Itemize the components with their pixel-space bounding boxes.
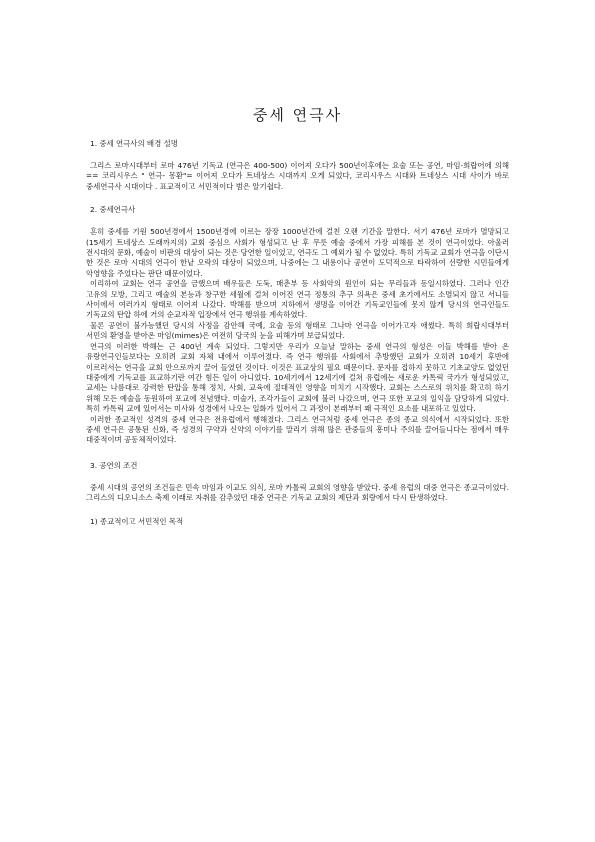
paragraph: 이러한 종교적인 성격의 중세 연극은 전유럽에서 행해졌다. 그리스 연극처럼 중세 연극은 종의 종교 의식에서 시작되었다. 또한 중세 연극은 공통된 신화, 즉 성경의 구약과 신약의 이야기를 말리기 위해 많은 관중들의 흥미나 주의를 끌어들니다는 점에서 매우 대중적이며 공동체적이었다. (86, 414, 509, 445)
section-background (86, 138, 509, 192)
paragraph: 흔히 중세를 기원 500년경에서 1500년경에 이르는 장장 1000년간에 걸친 오랜 기간을 말한다. 서기 476년 로마가 멸망되고 (15세기 트네상스 도래까지의) 교회 중심으 사회가 형성되고 난 후 무릇 예술 중에서 가장 피해를 본 것이 연극이었다. 아울러 전시대의 문화, 예술이 비판의 대상이 되는 것은 당연한 일이었고, 연극도 그 예외가 될 수 없었다. 특히 기독교 교회가 연극을 이단시 한 것은 로마 시대의 연극이 한낱 오락의 대상이 되었으며, 나중에는 그 내용이나 공연이 도덕적으로 타락하여 선량한 시민들에게 악영향을 주었다는 판단 때문이었다. (86, 227, 509, 278)
paragraph: 중세 시대의 공연의 조건들은 민속 마임과 이교도 의식, 로마 카톨릭 교회의 영향을 받았다. 중세 유럽의 대중 연극은 종교극이었다. 그리스의 디오니소스 축제 이래로 자취를 감추었던 대중 연극은 기독교 교회의 제단과 회랑에서 다시 탄생하였다. (86, 482, 509, 503)
section-performance-conditions (86, 460, 509, 504)
paragraph: 연극의 이러한 박해는 근 400년 계속 되었다. 그렇지만 우리가 오늘날 말하는 중세 연극의 형성은 이들 박해를 받아 온 유랑연극인들보다는 오히려 교회 자체 내에서 이루어졌다. 즉 연극 행위를 사회에서 추방했던 교회가 오히려 10세기 후반에 이르러서는 연극을 교회 안으로까지 끌어 들였던 것이다. 이것은 표교상의 필요 때문이다. 문자를 접하지 못하고 기초교양도 없었던 대중에게 기독교를 표교하기란 여간 힘든 일이 아니었다. 10세기에서 12세기에 걸쳐 유럽에는 새로운 카톡릭 국가가 형성되었고, 교세는 나름대로 강력한 탄압을 통해 정치, 사회, 교육에 절대적인 영향을 미치기 시작했다. 교회는 스스로의 위치를 확고히 하기 위해 모든 예술을 동원하여 포교에 전념했다. 미술가, 조각가들이 교회에 불러 나갔으며, 연극 또한 포교의 일익을 담당하게 되었다. 특히 카톡릭 교에 있어서는 미사와 성경에서 나오는 일화가 있어서 그 과정이 본래부터 꽤 극적인 요소를 내포하고 있었다. (86, 341, 509, 414)
paragraph: 그리스 로마시대부터 로마 476년 기독교 (연극은 400-500) 이어져 오다가 500년이후에는 요술 또는 공연, 마임-희랍어에 의해 == 코리시우스 " 연극- 몽환"= 이어져 오다가 트네상스 시대까지 오게 되었다, 코리시우스 시대와 트네상스 시대 사이가 바로 중세연극사 시대이다 . 표교적이고 서민적이다 범은 알기쉽다. (86, 161, 509, 191)
section-religious-purpose (86, 516, 509, 527)
document-title: 중세 연극사 (252, 106, 343, 124)
section-heading: 3. 공연의 조건 (90, 460, 138, 470)
subsection-heading: 1) 종교적이고 서민적인 목적 (90, 516, 184, 526)
paragraph: 이리하여 교회는 연극 공연을 금했으며 배우들은 도둑, 매춘부 등 사회악의 원인이 되는 무리들과 동일시하였다. 그러나 인간 고유의 모방, 그리고 예술의 본능과 창구한 세월에 걸쳐 이어진 연극 정통의 추구 의욕은 중세 초기에서도 소멸되지 않고 서니들 사이에서 여러가지 형태로 이어져 나갔다. 박해를 받으며 지하에서 생명을 이어간 기독교인들에 못지 않게 당시의 연극인들도 기독교의 탄압 하에 거의 순교자적 입장에서 연극 행위를 계속하였다. (86, 279, 509, 320)
section-medieval-theatre (86, 204, 509, 446)
section-heading: 1. 중세 연극사의 배경 설명 (90, 139, 178, 148)
paragraph: 물론 공연이 불가능했던 당시의 사정을 감안해 국예, 요술 등의 형태로 그나마 연극을 이어가고자 애썼다. 특히 희랍시대부터 서민의 환영을 받아온 마임(mimes)은 여전히 당국의 눈을 피해가며 보급되었다. (86, 320, 509, 341)
section-heading: 2. 중세연극사 (90, 205, 136, 215)
